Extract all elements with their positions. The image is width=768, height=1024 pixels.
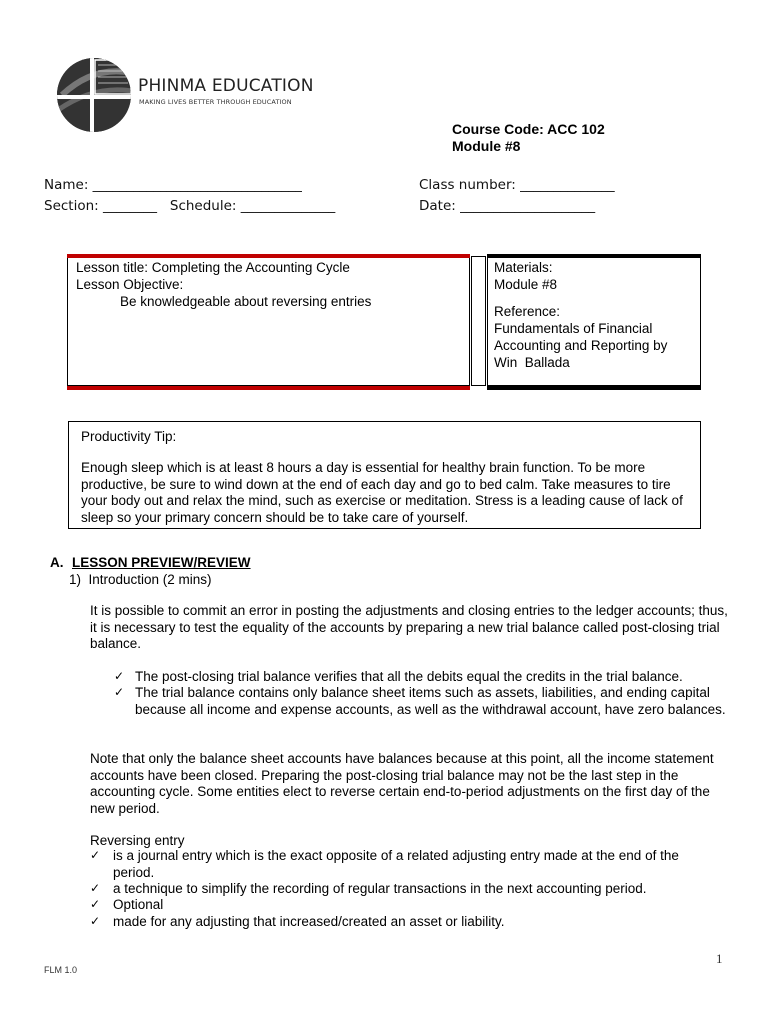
- reference-line: Win Ballada: [494, 355, 570, 370]
- footer-version: FLM 1.0: [44, 965, 78, 975]
- list-item: is a journal entry which is the exact opposite of a related adjusting entry made at the end of the period.: [113, 848, 679, 880]
- list-item: made for any adjusting that increased/created an asset or liability.: [113, 914, 505, 929]
- materials-value: Module #8: [494, 277, 558, 292]
- section-heading: LESSON PREVIEW/REVIEW: [72, 555, 251, 570]
- name-field[interactable]: Name: _______________________________: [44, 177, 302, 193]
- reference-label: Reference:: [494, 304, 561, 319]
- checkmark-icon: ✓: [90, 914, 101, 928]
- checkmark-icon: ✓: [90, 848, 101, 862]
- note-paragraph: Note that only the balance sheet accounts have balances because at this point, all the income statement accounts have been closed. Preparing the post-closing trial balance may not be the last step in the accounting cycle. Some entities elect to reverse certain end-to-period adjustments on the first day of the new period.: [90, 751, 714, 816]
- checkmark-icon: ✓: [90, 881, 101, 895]
- list-item: a technique to simplify the recording of regular transactions in the next accounting period.: [113, 881, 647, 896]
- divider-column: [471, 256, 486, 386]
- productivity-tip-label: Productivity Tip:: [81, 429, 177, 444]
- intro-paragraph: It is possible to commit an error in posting the adjustments and closing entries to the ledger accounts; thus, it is necessary to test the equality of the accounts by preparing a new trial balance called post-closing trial balance.: [90, 603, 728, 652]
- black-border-top: [487, 254, 701, 258]
- intro-item: 1) Introduction (2 mins): [69, 572, 212, 587]
- brand-name: PHINMA EDUCATION: [138, 76, 314, 96]
- checkmark-icon: ✓: [114, 669, 125, 683]
- brand-tagline: MAKING LIVES BETTER THROUGH EDUCATION: [139, 98, 292, 106]
- list-item: Optional: [113, 897, 164, 912]
- course-info: [452, 121, 605, 155]
- list-item: The post-closing trial balance verifies that all the debits equal the credits in the trial balance.: [135, 669, 683, 684]
- black-border-bottom: [487, 386, 701, 390]
- section-schedule-field[interactable]: Section: ________ Schedule: ______________: [44, 198, 336, 214]
- reference-line: Fundamentals of Financial: [494, 321, 653, 336]
- reference-line: Accounting and Reporting by: [494, 338, 668, 353]
- course-code: Course Code: ACC 102: [452, 121, 605, 137]
- checkmark-icon: ✓: [90, 897, 101, 911]
- red-border-top: [67, 254, 470, 258]
- materials-label: Materials:: [494, 260, 553, 275]
- lesson-objective-label: Lesson Objective:: [76, 277, 184, 292]
- lesson-title: Lesson title: Completing the Accounting Cycle: [76, 260, 350, 275]
- page-number: 1: [716, 951, 723, 966]
- class-number-field[interactable]: Class number: ______________: [419, 177, 615, 193]
- list-item: The trial balance contains only balance sheet items such as assets, liabilities, and ending capital because all income and expense accounts, as well as the withdrawal account, have zero balances.: [135, 685, 726, 717]
- date-field[interactable]: Date: ____________________: [419, 198, 596, 214]
- red-border-bottom: [67, 386, 470, 390]
- phinma-logo: [54, 55, 134, 135]
- module-number: Module #8: [452, 138, 521, 154]
- lesson-objective: Be knowledgeable about reversing entries: [120, 294, 372, 309]
- checkmark-icon: ✓: [114, 685, 125, 699]
- section-letter: A.: [50, 555, 64, 570]
- reversing-entry-label: Reversing entry: [90, 833, 185, 848]
- productivity-tip-text: Enough sleep which is at least 8 hours a day is essential for healthy brain function. To be more productive, be sure to wind down at the end of each day and go to bed calm. Take measures to tire your body out and relax the mind, such as exercise or meditation. Stress is a leading cause of lack of sleep so your primary concern should be to take care of yourself.: [81, 460, 683, 525]
